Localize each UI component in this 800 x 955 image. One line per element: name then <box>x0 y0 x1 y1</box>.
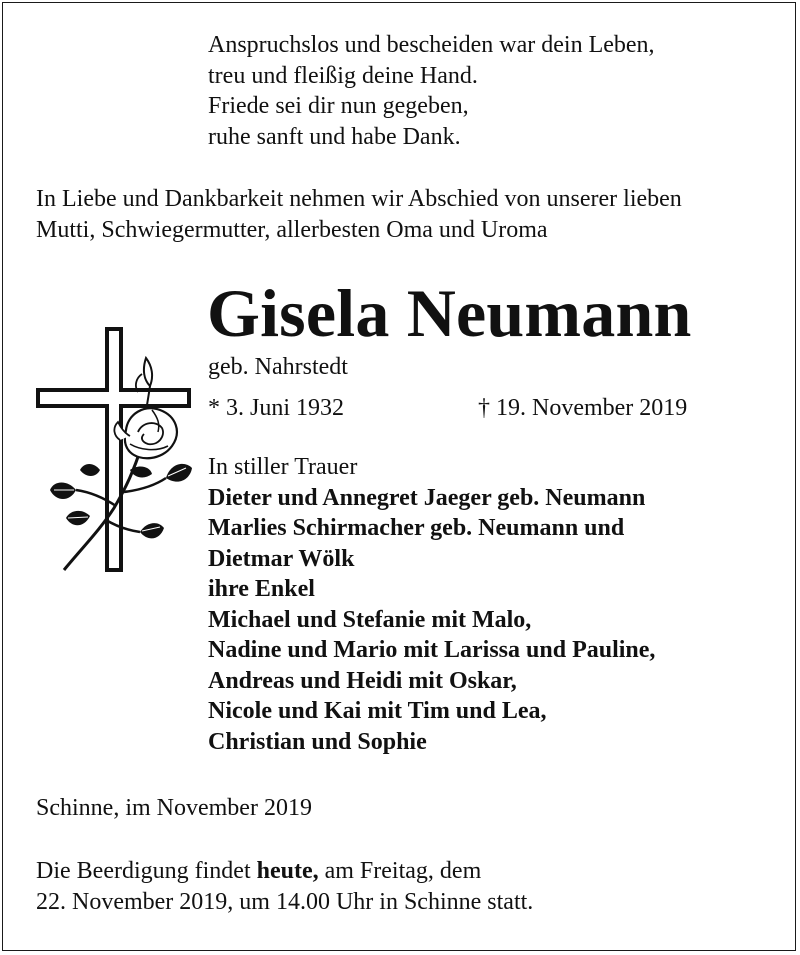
mourner-line: Nadine und Mario mit Larissa und Pauline, <box>208 637 656 663</box>
death-date: † 19. November 2019 <box>478 395 688 421</box>
cross-with-rose-icon <box>30 320 195 580</box>
funeral-notice <box>36 856 533 918</box>
mourner-line: ihre Enkel <box>208 576 315 602</box>
poem-line: treu und fleißig deine Hand. <box>208 62 478 89</box>
place-and-date: Schinne, im November 2019 <box>36 795 312 821</box>
mourner-line: Marlies Schirmacher geb. Neumann und <box>208 515 625 541</box>
mourners-intro: In stiller Trauer <box>208 454 358 480</box>
poem-line: Friede sei dir nun gegeben, <box>208 93 469 119</box>
intro-line: In Liebe und Dankbarkeit nehmen wir Abschied von unserer lieben <box>36 186 682 212</box>
poem-line: ruhe sanft und habe Dank. <box>208 123 461 150</box>
funeral-text: Die Beerdigung findet <box>36 858 257 884</box>
funeral-line-2: 22. November 2019, um 14.00 Uhr in Schinne statt. <box>36 889 534 915</box>
deceased-name: Gisela Neumann <box>207 275 692 351</box>
mourner-line: Dieter und Annegret Jaeger geb. Neumann <box>208 484 646 511</box>
intro-text <box>36 184 682 246</box>
poem <box>208 30 655 152</box>
mourners-block <box>208 452 655 757</box>
intro-line: Mutti, Schwiegermutter, allerbesten Oma und Uroma <box>36 217 548 243</box>
birth-date: * 3. Juni 1932 <box>208 395 345 421</box>
funeral-emphasis: heute, <box>256 858 319 884</box>
mourner-line: Andreas und Heidi mit Oskar, <box>208 667 517 694</box>
maiden-name: geb. Nahrstedt <box>208 354 348 380</box>
mourner-line: Nicole und Kai mit Tim und Lea, <box>208 698 547 724</box>
poem-line: Anspruchslos und bescheiden war dein Leben, <box>208 32 655 58</box>
funeral-text: am Freitag, dem <box>318 858 482 884</box>
mourner-line: Dietmar Wölk <box>208 545 355 572</box>
mourner-line: Christian und Sophie <box>208 728 427 755</box>
mourner-line: Michael und Stefanie mit Malo, <box>208 606 532 633</box>
funeral-line-1 <box>36 856 533 887</box>
